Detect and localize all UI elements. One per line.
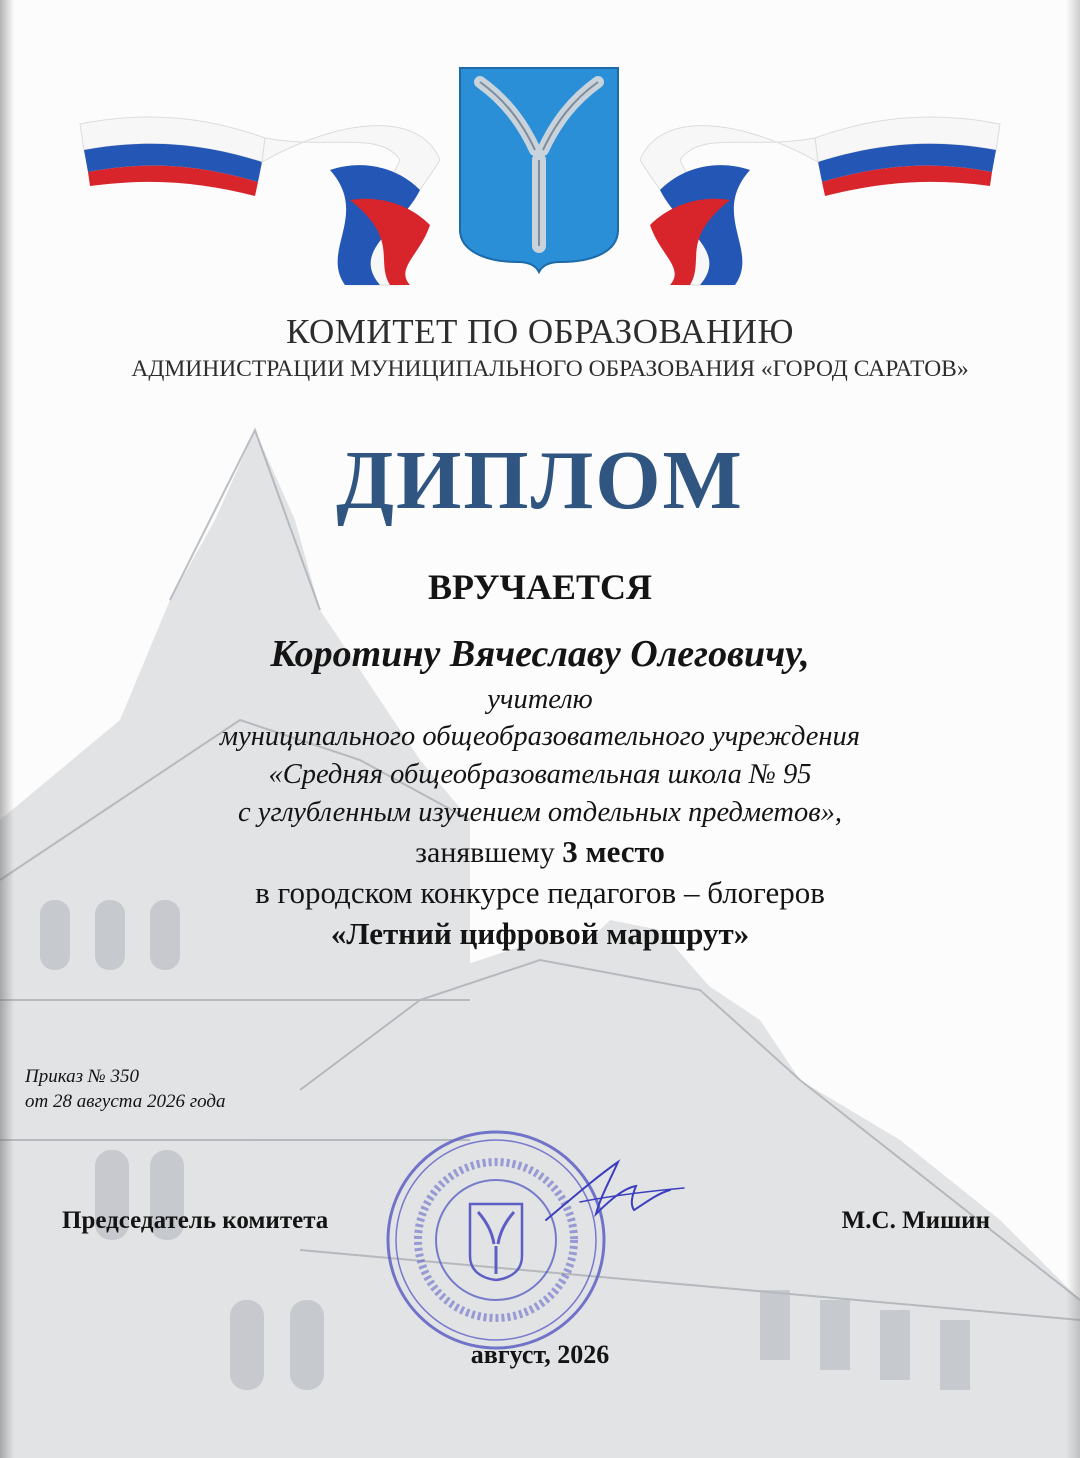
signatory-title: Председатель комитета [62, 1207, 329, 1234]
committee-name: КОМИТЕТ ПО ОБРАЗОВАНИЮ [286, 312, 794, 351]
institution-line-3: с углубленным изучением отдельных предметов», [238, 797, 842, 828]
place-line [0, 834, 1080, 870]
recipient-name: Коротину Вячеславу Олеговичу, [270, 633, 810, 675]
order-number: Приказ № 350 [25, 1066, 139, 1087]
institution-line-1: муниципального общеобразовательного учреждения [219, 721, 861, 752]
place-value: 3 место [562, 834, 665, 869]
contest-description: в городском конкурсе педагогов – блогеров [255, 875, 825, 910]
diploma-title: ДИПЛОМ [336, 434, 744, 527]
place-prefix: занявшему [415, 836, 555, 869]
administration-name: АДМИНИСТРАЦИИ МУНИЦИПАЛЬНОГО ОБРАЗОВАНИЯ «ГОРОД САРАТОВ» [131, 356, 969, 382]
signatory-name: М.С. Мишин [841, 1207, 990, 1234]
awarded-label: ВРУЧАЕТСЯ [428, 567, 652, 607]
chairman-signature-icon [540, 1150, 690, 1230]
order-date: от 28 августа 2026 года [25, 1091, 226, 1112]
issue-date: август, 2026 [470, 1340, 610, 1369]
recipient-position: учителю [487, 684, 593, 715]
institution-line-2: «Средняя общеобразовательная школа № 95 [268, 759, 812, 790]
saratov-coat-of-arms-icon [460, 68, 618, 272]
emblem-and-ribbon [0, 40, 1080, 300]
contest-name: «Летний цифровой маршрут» [330, 916, 750, 951]
